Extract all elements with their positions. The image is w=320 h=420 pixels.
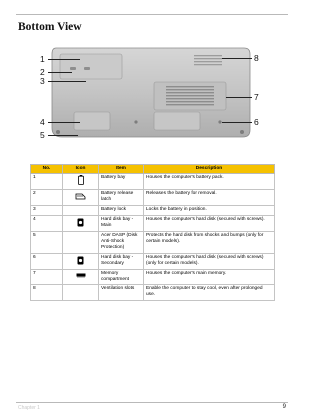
row-icon-cell [63, 174, 99, 190]
table-row [31, 254, 275, 270]
row-description: Houses the computer's hard disk (secured with screws). [144, 216, 275, 232]
row-no: 8 [31, 285, 63, 301]
row-description: Houses the computer's main memory. [144, 270, 275, 285]
row-description: Locks the battery in position. [144, 206, 275, 216]
table-row [31, 206, 275, 216]
row-icon-cell [63, 270, 99, 285]
table-row [31, 285, 275, 301]
row-description: Releases the battery for removal. [144, 190, 275, 206]
row-no: 5 [31, 232, 63, 254]
row-no: 1 [31, 174, 63, 190]
callout-1: 1 [40, 54, 45, 64]
row-item: Memory compartment [99, 270, 144, 285]
battery-icon [78, 182, 84, 187]
callout-6: 6 [254, 117, 259, 127]
memory-icon [76, 275, 86, 280]
row-no: 6 [31, 254, 63, 270]
header-icon: Icon [63, 165, 99, 174]
callout-4: 4 [40, 117, 45, 127]
bottom-rule [16, 402, 288, 403]
table-row [31, 232, 275, 254]
bottom-view-table [30, 164, 275, 301]
row-item: Battery release latch [99, 190, 144, 206]
hard-disk-bay-secondary [154, 112, 200, 130]
row-icon-cell [63, 216, 99, 232]
row-description: Enable the computer to stay cool, even after prolonged use. [144, 285, 275, 301]
table-header-row [31, 165, 275, 174]
callout-2: 2 [40, 67, 45, 77]
row-item: Ventilation slots [99, 285, 144, 301]
table-row [31, 216, 275, 232]
row-icon-cell [63, 254, 99, 270]
row-item: Battery lock [99, 206, 144, 216]
battery-bay [60, 54, 122, 79]
row-description: Protects the hard disk from shocks and bumps (only for certain models). [144, 232, 275, 254]
battery-lock [84, 67, 90, 70]
callout-5: 5 [40, 130, 45, 140]
section-title: Bottom View [18, 21, 82, 33]
row-no: 2 [31, 190, 63, 206]
row-icon-cell [63, 190, 99, 206]
row-item: Acer DASP (Disk Anti-Shock Protection) [99, 232, 144, 254]
battery-release-icon [75, 197, 86, 202]
battery-release-latch [70, 67, 76, 70]
top-rule [16, 14, 288, 15]
row-icon-cell [63, 232, 99, 254]
row-no: 4 [31, 216, 63, 232]
header-description: Description [144, 165, 275, 174]
callout-7: 7 [254, 92, 259, 102]
hard-disk-icon [77, 224, 84, 229]
row-no: 7 [31, 270, 63, 285]
row-icon-cell [63, 206, 99, 216]
header-item: Item [99, 165, 144, 174]
memory-compartment [154, 82, 226, 110]
row-description: Houses the computer's battery pack. [144, 174, 275, 190]
footer-chapter: Chapter 1 [18, 405, 40, 411]
row-item: Hard disk bay - Secondary [99, 254, 144, 270]
table-row [31, 174, 275, 190]
hard-disk-bay-main [74, 112, 110, 130]
header-no: No. [31, 165, 63, 174]
page-number: 9 [282, 404, 286, 410]
table-row [31, 190, 275, 206]
row-no: 3 [31, 206, 63, 216]
laptop-bottom-view-illustration [44, 44, 256, 144]
hard-disk-icon [77, 262, 84, 267]
row-item: Battery bay [99, 174, 144, 190]
table-row [31, 270, 275, 285]
row-icon-cell [63, 285, 99, 301]
callout-3: 3 [40, 76, 45, 86]
row-description: Houses the computer's hard disk (secured with screws) (only for certain models). [144, 254, 275, 270]
row-item: Hard disk bay - Main [99, 216, 144, 232]
callout-8: 8 [254, 53, 259, 63]
